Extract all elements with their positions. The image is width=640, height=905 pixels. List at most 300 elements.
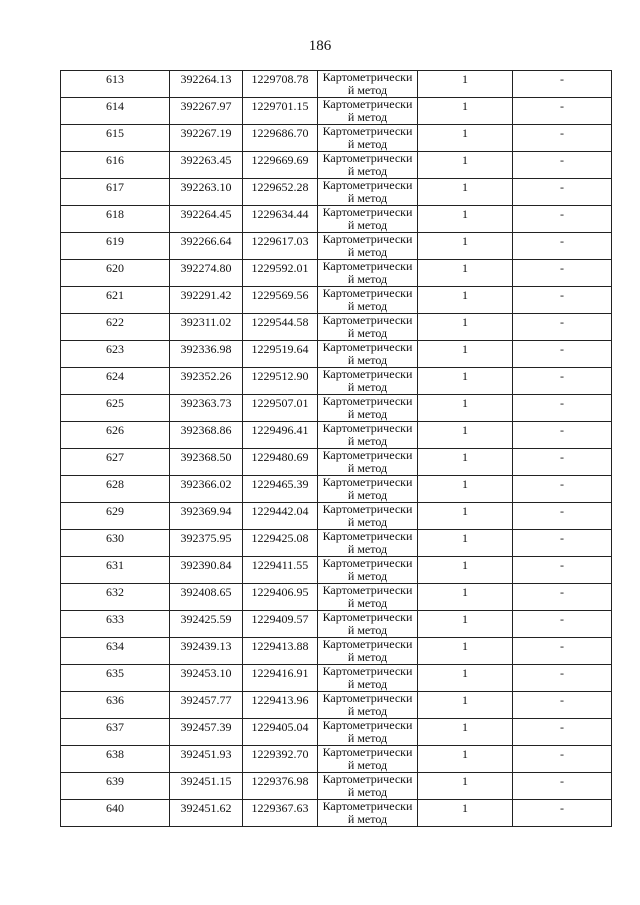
description-cell	[513, 530, 612, 557]
description-cell	[513, 179, 612, 206]
method-cell	[318, 152, 418, 179]
x-coordinate-cell	[170, 638, 243, 665]
method-text: Картометрически й метод	[322, 448, 413, 475]
y-coordinate-text: 1229701.15	[251, 99, 309, 113]
accuracy-text: 1	[462, 558, 468, 572]
method-text: Картометрически й метод	[322, 286, 413, 313]
x-coordinate-cell	[170, 71, 243, 98]
table-row	[61, 206, 612, 233]
y-coordinate-cell	[243, 476, 318, 503]
accuracy-cell	[418, 98, 513, 125]
description-text: -	[560, 72, 564, 86]
description-text: -	[560, 423, 564, 437]
y-coordinate-text: 1229496.41	[251, 423, 309, 437]
description-text: -	[560, 639, 564, 653]
point-number-cell	[61, 314, 170, 341]
accuracy-text: 1	[462, 369, 468, 383]
x-coordinate-text: 392425.59	[180, 612, 232, 626]
point-number-text: 627	[106, 450, 124, 464]
y-coordinate-text: 1229519.64	[251, 342, 309, 356]
point-number-text: 630	[106, 531, 124, 545]
method-cell	[318, 800, 418, 827]
description-cell	[513, 422, 612, 449]
x-coordinate-cell	[170, 719, 243, 746]
description-text: -	[560, 450, 564, 464]
accuracy-cell	[418, 665, 513, 692]
table-row	[61, 341, 612, 368]
accuracy-cell	[418, 368, 513, 395]
x-coordinate-text: 392408.65	[180, 585, 232, 599]
description-cell	[513, 665, 612, 692]
y-coordinate-text: 1229569.56	[251, 288, 309, 302]
y-coordinate-text: 1229544.58	[251, 315, 309, 329]
description-cell	[513, 476, 612, 503]
description-cell	[513, 557, 612, 584]
accuracy-text: 1	[462, 99, 468, 113]
accuracy-text: 1	[462, 531, 468, 545]
y-coordinate-text: 1229669.69	[251, 153, 309, 167]
point-number-text: 615	[106, 126, 124, 140]
point-number-text: 617	[106, 180, 124, 194]
description-cell	[513, 503, 612, 530]
method-cell	[318, 314, 418, 341]
description-text: -	[560, 180, 564, 194]
table-row	[61, 125, 612, 152]
table-row	[61, 422, 612, 449]
method-cell	[318, 98, 418, 125]
accuracy-text: 1	[462, 477, 468, 491]
description-cell	[513, 206, 612, 233]
table-row	[61, 584, 612, 611]
table-row	[61, 179, 612, 206]
method-text: Картометрически й метод	[322, 340, 413, 367]
accuracy-cell	[418, 503, 513, 530]
table-row	[61, 314, 612, 341]
y-coordinate-cell	[243, 719, 318, 746]
y-coordinate-cell	[243, 341, 318, 368]
table-row	[61, 746, 612, 773]
table-row	[61, 665, 612, 692]
point-number-text: 634	[106, 639, 124, 653]
accuracy-cell	[418, 746, 513, 773]
y-coordinate-cell	[243, 557, 318, 584]
point-number-text: 626	[106, 423, 124, 437]
y-coordinate-cell	[243, 530, 318, 557]
point-number-cell	[61, 773, 170, 800]
method-text: Картометрически й метод	[322, 313, 413, 340]
point-number-cell	[61, 287, 170, 314]
point-number-text: 613	[106, 72, 124, 86]
method-cell	[318, 746, 418, 773]
description-text: -	[560, 153, 564, 167]
table-row	[61, 638, 612, 665]
coordinates-table	[60, 70, 612, 827]
accuracy-cell	[418, 638, 513, 665]
description-text: -	[560, 693, 564, 707]
method-cell	[318, 638, 418, 665]
point-number-text: 616	[106, 153, 124, 167]
accuracy-text: 1	[462, 126, 468, 140]
y-coordinate-cell	[243, 179, 318, 206]
table-row	[61, 611, 612, 638]
y-coordinate-cell	[243, 206, 318, 233]
y-coordinate-cell	[243, 287, 318, 314]
method-cell	[318, 422, 418, 449]
x-coordinate-cell	[170, 395, 243, 422]
method-text: Картометрически й метод	[322, 475, 413, 502]
point-number-text: 623	[106, 342, 124, 356]
method-text: Картометрически й метод	[322, 394, 413, 421]
point-number-cell	[61, 341, 170, 368]
description-text: -	[560, 612, 564, 626]
accuracy-cell	[418, 449, 513, 476]
description-text: -	[560, 666, 564, 680]
x-coordinate-text: 392369.94	[180, 504, 232, 518]
point-number-cell	[61, 233, 170, 260]
accuracy-cell	[418, 584, 513, 611]
point-number-text: 629	[106, 504, 124, 518]
method-text: Картометрически й метод	[322, 745, 413, 772]
description-text: -	[560, 720, 564, 734]
y-coordinate-text: 1229480.69	[251, 450, 309, 464]
accuracy-text: 1	[462, 396, 468, 410]
point-number-cell	[61, 530, 170, 557]
x-coordinate-text: 392267.19	[180, 126, 232, 140]
accuracy-cell	[418, 800, 513, 827]
point-number-text: 632	[106, 585, 124, 599]
point-number-cell	[61, 395, 170, 422]
point-number-cell	[61, 692, 170, 719]
description-text: -	[560, 207, 564, 221]
description-cell	[513, 746, 612, 773]
x-coordinate-text: 392368.86	[180, 423, 232, 437]
page-number: 186	[308, 38, 332, 54]
method-cell	[318, 530, 418, 557]
x-coordinate-text: 392311.02	[180, 315, 232, 329]
description-text: -	[560, 477, 564, 491]
point-number-text: 631	[106, 558, 124, 572]
method-cell	[318, 71, 418, 98]
method-cell	[318, 773, 418, 800]
method-text: Картометрически й метод	[322, 583, 413, 610]
method-cell	[318, 692, 418, 719]
method-text: Картометрически й метод	[322, 205, 413, 232]
accuracy-cell	[418, 611, 513, 638]
accuracy-text: 1	[462, 801, 468, 815]
x-coordinate-text: 392439.13	[180, 639, 232, 653]
accuracy-text: 1	[462, 153, 468, 167]
accuracy-text: 1	[462, 774, 468, 788]
accuracy-cell	[418, 557, 513, 584]
x-coordinate-text: 392352.26	[180, 369, 232, 383]
accuracy-cell	[418, 719, 513, 746]
accuracy-text: 1	[462, 585, 468, 599]
method-text: Картометрически й метод	[322, 421, 413, 448]
coordinates-table-body	[61, 71, 612, 827]
y-coordinate-text: 1229652.28	[251, 180, 309, 194]
y-coordinate-text: 1229507.01	[251, 396, 309, 410]
accuracy-text: 1	[462, 666, 468, 680]
accuracy-cell	[418, 125, 513, 152]
x-coordinate-text: 392264.13	[180, 72, 232, 86]
y-coordinate-text: 1229406.95	[251, 585, 309, 599]
x-coordinate-cell	[170, 746, 243, 773]
y-coordinate-cell	[243, 395, 318, 422]
x-coordinate-cell	[170, 665, 243, 692]
point-number-text: 621	[106, 288, 124, 302]
point-number-text: 637	[106, 720, 124, 734]
y-coordinate-cell	[243, 584, 318, 611]
description-text: -	[560, 315, 564, 329]
point-number-cell	[61, 611, 170, 638]
y-coordinate-cell	[243, 503, 318, 530]
description-text: -	[560, 261, 564, 275]
x-coordinate-cell	[170, 260, 243, 287]
description-text: -	[560, 234, 564, 248]
method-cell	[318, 557, 418, 584]
point-number-cell	[61, 179, 170, 206]
x-coordinate-cell	[170, 206, 243, 233]
description-cell	[513, 692, 612, 719]
y-coordinate-text: 1229416.91	[251, 666, 309, 680]
y-coordinate-text: 1229413.88	[251, 639, 309, 653]
method-cell	[318, 287, 418, 314]
y-coordinate-cell	[243, 800, 318, 827]
x-coordinate-cell	[170, 449, 243, 476]
table-row	[61, 233, 612, 260]
accuracy-cell	[418, 206, 513, 233]
x-coordinate-cell	[170, 530, 243, 557]
y-coordinate-cell	[243, 71, 318, 98]
x-coordinate-text: 392267.97	[180, 99, 232, 113]
point-number-text: 628	[106, 477, 124, 491]
description-cell	[513, 125, 612, 152]
accuracy-cell	[418, 152, 513, 179]
method-text: Картометрически й метод	[322, 124, 413, 151]
accuracy-cell	[418, 341, 513, 368]
y-coordinate-text: 1229405.04	[251, 720, 309, 734]
point-number-cell	[61, 746, 170, 773]
accuracy-text: 1	[462, 504, 468, 518]
y-coordinate-text: 1229465.39	[251, 477, 309, 491]
description-cell	[513, 584, 612, 611]
description-cell	[513, 71, 612, 98]
y-coordinate-text: 1229413.96	[251, 693, 309, 707]
point-number-text: 625	[106, 396, 124, 410]
method-cell	[318, 665, 418, 692]
method-text: Картометрически й метод	[322, 772, 413, 799]
y-coordinate-text: 1229411.55	[251, 558, 309, 572]
x-coordinate-text: 392266.64	[180, 234, 232, 248]
x-coordinate-cell	[170, 287, 243, 314]
table-row	[61, 71, 612, 98]
x-coordinate-cell	[170, 692, 243, 719]
point-number-cell	[61, 557, 170, 584]
accuracy-text: 1	[462, 693, 468, 707]
table-row	[61, 98, 612, 125]
y-coordinate-cell	[243, 638, 318, 665]
description-cell	[513, 233, 612, 260]
point-number-cell	[61, 503, 170, 530]
point-number-text: 640	[106, 801, 124, 815]
description-cell	[513, 638, 612, 665]
table-row	[61, 503, 612, 530]
description-cell	[513, 152, 612, 179]
point-number-cell	[61, 71, 170, 98]
accuracy-cell	[418, 395, 513, 422]
y-coordinate-text: 1229392.70	[251, 747, 309, 761]
table-row	[61, 260, 612, 287]
x-coordinate-cell	[170, 179, 243, 206]
y-coordinate-cell	[243, 611, 318, 638]
method-text: Картометрически й метод	[322, 529, 413, 556]
point-number-text: 620	[106, 261, 124, 275]
point-number-text: 638	[106, 747, 124, 761]
point-number-cell	[61, 206, 170, 233]
point-number-cell	[61, 98, 170, 125]
method-cell	[318, 449, 418, 476]
accuracy-text: 1	[462, 207, 468, 221]
y-coordinate-cell	[243, 449, 318, 476]
method-cell	[318, 584, 418, 611]
y-coordinate-text: 1229686.70	[251, 126, 309, 140]
y-coordinate-text: 1229376.98	[251, 774, 309, 788]
point-number-text: 639	[106, 774, 124, 788]
method-cell	[318, 233, 418, 260]
description-cell	[513, 395, 612, 422]
method-text: Картометрически й метод	[322, 556, 413, 583]
x-coordinate-text: 392336.98	[180, 342, 232, 356]
y-coordinate-cell	[243, 773, 318, 800]
point-number-cell	[61, 368, 170, 395]
method-cell	[318, 341, 418, 368]
description-text: -	[560, 531, 564, 545]
x-coordinate-text: 392375.95	[180, 531, 232, 545]
method-text: Картометрически й метод	[322, 367, 413, 394]
table-row	[61, 476, 612, 503]
x-coordinate-cell	[170, 800, 243, 827]
description-cell	[513, 260, 612, 287]
method-text: Картометрически й метод	[322, 691, 413, 718]
accuracy-text: 1	[462, 720, 468, 734]
x-coordinate-cell	[170, 557, 243, 584]
point-number-text: 636	[106, 693, 124, 707]
y-coordinate-text: 1229442.04	[251, 504, 309, 518]
accuracy-cell	[418, 314, 513, 341]
y-coordinate-text: 1229512.90	[251, 369, 309, 383]
method-text: Картометрически й метод	[322, 637, 413, 664]
x-coordinate-text: 392451.15	[180, 774, 232, 788]
x-coordinate-text: 392264.45	[180, 207, 232, 221]
point-number-text: 614	[106, 99, 124, 113]
x-coordinate-text: 392453.10	[180, 666, 232, 680]
y-coordinate-cell	[243, 98, 318, 125]
x-coordinate-cell	[170, 476, 243, 503]
description-text: -	[560, 288, 564, 302]
x-coordinate-text: 392451.93	[180, 747, 232, 761]
accuracy-cell	[418, 287, 513, 314]
table-row	[61, 773, 612, 800]
y-coordinate-cell	[243, 152, 318, 179]
x-coordinate-text: 392263.10	[180, 180, 232, 194]
y-coordinate-text: 1229634.44	[251, 207, 309, 221]
x-coordinate-cell	[170, 341, 243, 368]
x-coordinate-cell	[170, 584, 243, 611]
method-text: Картометрически й метод	[322, 502, 413, 529]
description-cell	[513, 611, 612, 638]
accuracy-cell	[418, 422, 513, 449]
x-coordinate-cell	[170, 125, 243, 152]
y-coordinate-cell	[243, 233, 318, 260]
accuracy-text: 1	[462, 234, 468, 248]
table-row	[61, 152, 612, 179]
method-text: Картометрически й метод	[322, 97, 413, 124]
method-cell	[318, 395, 418, 422]
point-number-text: 633	[106, 612, 124, 626]
point-number-cell	[61, 152, 170, 179]
y-coordinate-text: 1229592.01	[251, 261, 309, 275]
x-coordinate-text: 392368.50	[180, 450, 232, 464]
method-cell	[318, 476, 418, 503]
accuracy-text: 1	[462, 450, 468, 464]
accuracy-cell	[418, 179, 513, 206]
x-coordinate-text: 392390.84	[180, 558, 232, 572]
method-text: Картометрически й метод	[322, 799, 413, 826]
description-text: -	[560, 747, 564, 761]
point-number-text: 624	[106, 369, 124, 383]
description-text: -	[560, 126, 564, 140]
table-row	[61, 287, 612, 314]
y-coordinate-text: 1229367.63	[251, 801, 309, 815]
accuracy-text: 1	[462, 342, 468, 356]
x-coordinate-cell	[170, 152, 243, 179]
point-number-cell	[61, 260, 170, 287]
x-coordinate-text: 392457.39	[180, 720, 232, 734]
method-text: Картометрически й метод	[322, 664, 413, 691]
description-text: -	[560, 396, 564, 410]
method-cell	[318, 611, 418, 638]
x-coordinate-text: 392451.62	[180, 801, 232, 815]
y-coordinate-text: 1229708.78	[251, 72, 309, 86]
accuracy-text: 1	[462, 180, 468, 194]
y-coordinate-cell	[243, 746, 318, 773]
method-cell	[318, 206, 418, 233]
x-coordinate-text: 392457.77	[180, 693, 232, 707]
point-number-cell	[61, 584, 170, 611]
description-text: -	[560, 558, 564, 572]
accuracy-cell	[418, 260, 513, 287]
description-cell	[513, 773, 612, 800]
accuracy-text: 1	[462, 288, 468, 302]
description-text: -	[560, 774, 564, 788]
x-coordinate-cell	[170, 503, 243, 530]
x-coordinate-cell	[170, 314, 243, 341]
accuracy-cell	[418, 476, 513, 503]
method-text: Картометрически й метод	[322, 259, 413, 286]
description-text: -	[560, 99, 564, 113]
y-coordinate-cell	[243, 260, 318, 287]
table-row	[61, 395, 612, 422]
accuracy-text: 1	[462, 747, 468, 761]
method-text: Картометрически й метод	[322, 178, 413, 205]
y-coordinate-cell	[243, 665, 318, 692]
description-cell	[513, 98, 612, 125]
accuracy-cell	[418, 692, 513, 719]
description-cell	[513, 719, 612, 746]
description-text: -	[560, 504, 564, 518]
y-coordinate-cell	[243, 368, 318, 395]
y-coordinate-cell	[243, 422, 318, 449]
